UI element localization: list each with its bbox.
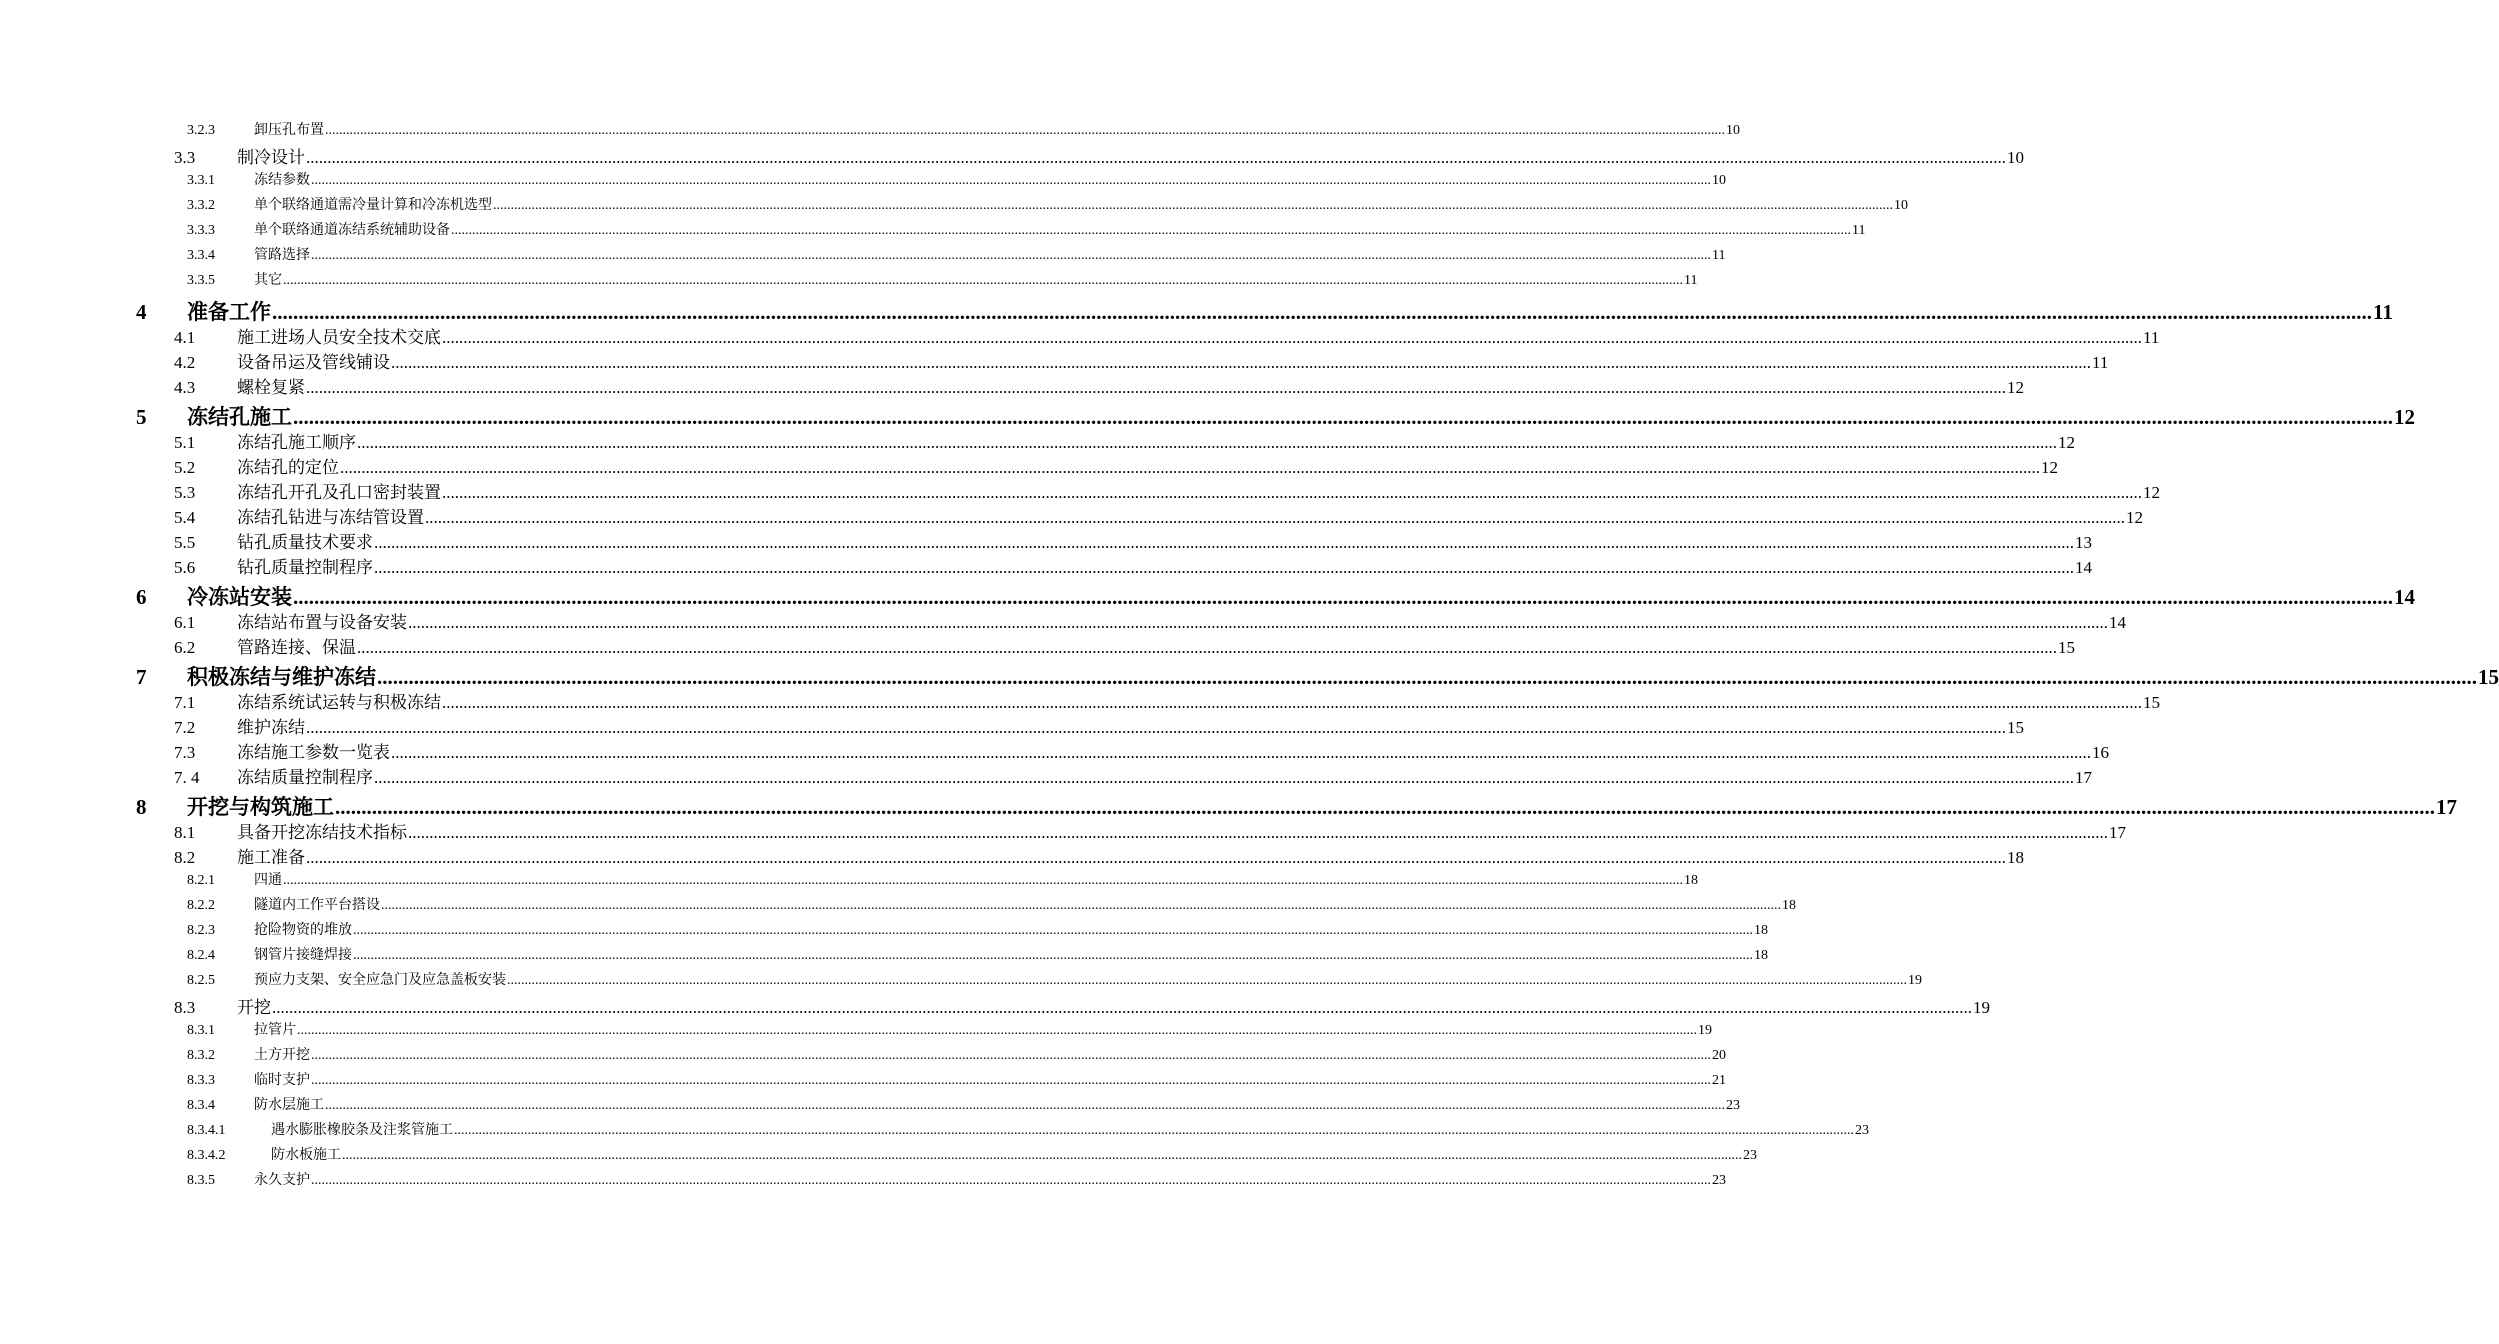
toc-entry-number: 3.3.5	[187, 273, 215, 288]
toc-entry-title: 冻结孔开孔及孔口密封装置	[237, 483, 441, 502]
toc-entry-page: 16	[2092, 743, 2109, 762]
toc-entry-page: 18	[1754, 948, 1768, 963]
dot-leader: ................................................................................................................................................................................................................................................................................................................................................................................................................	[272, 998, 1972, 1017]
dot-leader: ................................................................................................................................................................................................................................................................................................................................................................................................................	[335, 795, 2435, 819]
toc-entry[interactable]	[0, 848, 2024, 874]
toc-entry[interactable]	[0, 404, 2415, 434]
toc-entry[interactable]	[0, 584, 2415, 614]
dot-leader: ................................................................................................................................................................................................................................................................................................................................................................................................................	[311, 248, 1711, 263]
toc-entry[interactable]	[0, 458, 2058, 484]
toc-entry-number: 8.3.1	[187, 1023, 215, 1038]
toc-entry-title: 维护冻结	[237, 718, 305, 737]
dot-leader: ................................................................................................................................................................................................................................................................................................................................................................................................................	[325, 123, 1725, 138]
toc-entry-number: 8.3.4.1	[187, 1123, 226, 1138]
toc-entry-number: 8.3.5	[187, 1173, 215, 1188]
toc-entry[interactable]	[0, 198, 1908, 224]
toc-entry-page: 17	[2109, 823, 2126, 842]
toc-entry-title: 冻结孔钻进与冻结管设置	[237, 508, 424, 527]
toc-entry-number: 8.3	[174, 998, 196, 1017]
toc-entry-page: 17	[2436, 795, 2457, 819]
toc-entry-page: 11	[2373, 300, 2393, 324]
toc-entry-page: 10	[1712, 173, 1726, 188]
toc-entry[interactable]	[0, 273, 1698, 299]
toc-entry-title: 钢管片接缝焊接	[254, 948, 352, 963]
toc-entry-number: 8.1	[174, 823, 196, 842]
dot-leader: ................................................................................................................................................................................................................................................................................................................................................................................................................	[425, 508, 2125, 527]
toc-entry[interactable]	[0, 794, 2457, 824]
toc-entry-number: 4.1	[174, 328, 196, 347]
toc-entry-title: 其它	[254, 273, 282, 288]
toc-entry-page: 12	[2007, 378, 2024, 397]
dot-leader: ................................................................................................................................................................................................................................................................................................................................................................................................................	[272, 300, 2372, 324]
dot-leader: ................................................................................................................................................................................................................................................................................................................................................................................................................	[306, 718, 2006, 737]
toc-entry-page: 15	[2143, 693, 2160, 712]
toc-entry-title: 单个联络通道需冷量计算和冷冻机选型	[254, 198, 492, 213]
toc-entry-page: 21	[1712, 1073, 1726, 1088]
dot-leader: ................................................................................................................................................................................................................................................................................................................................................................................................................	[306, 378, 2006, 397]
toc-entry-title: 永久支护	[254, 1173, 310, 1188]
dot-leader: ................................................................................................................................................................................................................................................................................................................................................................................................................	[353, 948, 1753, 963]
toc-entry-title: 钻孔质量技术要求	[237, 533, 373, 552]
toc-entry[interactable]	[0, 1098, 1740, 1124]
toc-entry-title: 单个联络通道冻结系统辅助设备	[254, 223, 450, 238]
toc-entry-title: 冻结系统试运转与积极冻结	[237, 693, 441, 712]
table-of-contents	[0, 123, 2499, 1199]
toc-entry[interactable]	[0, 123, 1740, 149]
dot-leader: ................................................................................................................................................................................................................................................................................................................................................................................................................	[283, 873, 1683, 888]
dot-leader: ................................................................................................................................................................................................................................................................................................................................................................................................................	[442, 483, 2142, 502]
toc-entry-title: 冻结站布置与设备安装	[237, 613, 407, 632]
toc-entry[interactable]	[0, 1023, 1712, 1049]
toc-entry-title: 临时支护	[254, 1073, 310, 1088]
dot-leader: ................................................................................................................................................................................................................................................................................................................................................................................................................	[381, 898, 1781, 913]
toc-entry[interactable]	[0, 613, 2126, 639]
dot-leader: ................................................................................................................................................................................................................................................................................................................................................................................................................	[311, 173, 1711, 188]
dot-leader: ................................................................................................................................................................................................................................................................................................................................................................................................................	[353, 923, 1753, 938]
toc-entry[interactable]	[0, 718, 2024, 744]
dot-leader: ................................................................................................................................................................................................................................................................................................................................................................................................................	[374, 533, 2074, 552]
toc-entry[interactable]	[0, 768, 2092, 794]
toc-entry-number: 3.2.3	[187, 123, 215, 138]
toc-entry-title: 卸压孔布置	[254, 123, 324, 138]
toc-entry[interactable]	[0, 1173, 1726, 1199]
toc-entry-number: 6.1	[174, 613, 196, 632]
toc-entry[interactable]	[0, 248, 1726, 274]
toc-entry-title: 预应力支架、安全应急门及应急盖板安装	[254, 973, 506, 988]
toc-entry-page: 12	[2041, 458, 2058, 477]
toc-entry[interactable]	[0, 299, 2393, 329]
toc-entry-page: 15	[2058, 638, 2075, 657]
toc-entry[interactable]	[0, 693, 2160, 719]
dot-leader: ................................................................................................................................................................................................................................................................................................................................................................................................................	[293, 585, 2393, 609]
toc-entry-title: 螺栓复紧	[237, 378, 305, 397]
toc-entry-page: 11	[2092, 353, 2109, 372]
toc-entry-title: 冻结孔施工顺序	[237, 433, 356, 452]
toc-entry-number: 5.1	[174, 433, 196, 452]
toc-entry-title: 拉管片	[254, 1023, 296, 1038]
toc-entry-number: 8.3.4	[187, 1098, 215, 1113]
toc-entry-page: 10	[2007, 148, 2024, 167]
toc-entry[interactable]	[0, 558, 2092, 584]
dot-leader: ................................................................................................................................................................................................................................................................................................................................................................................................................	[325, 1098, 1725, 1113]
toc-entry-title: 冻结孔的定位	[237, 458, 339, 477]
toc-entry-title: 防水层施工	[254, 1098, 324, 1113]
toc-entry[interactable]	[0, 1148, 1757, 1174]
toc-entry-page: 11	[2143, 328, 2160, 347]
toc-entry-number: 5.4	[174, 508, 196, 527]
toc-entry-number: 8.2.2	[187, 898, 215, 913]
toc-entry-title: 设备吊运及管线铺设	[237, 353, 390, 372]
toc-entry-page: 23	[1855, 1123, 1869, 1138]
toc-entry-page: 23	[1743, 1148, 1757, 1163]
toc-entry-title: 具备开挖冻结技术指标	[237, 823, 407, 842]
toc-entry-title: 冻结孔施工	[187, 405, 292, 429]
toc-entry-title: 积极冻结与维护冻结	[187, 665, 376, 689]
toc-entry-title: 制冷设计	[237, 148, 305, 167]
toc-entry-title: 隧道内工作平台搭设	[254, 898, 380, 913]
toc-entry-title: 施工进场人员安全技术交底	[237, 328, 441, 347]
toc-entry-title: 施工准备	[237, 848, 305, 867]
toc-entry-title: 四通	[254, 873, 282, 888]
toc-entry-number: 5.5	[174, 533, 196, 552]
toc-entry-page: 14	[2109, 613, 2126, 632]
toc-entry-page: 14	[2075, 558, 2092, 577]
toc-entry-number: 8.3.4.2	[187, 1148, 226, 1163]
toc-entry[interactable]	[0, 378, 2024, 404]
dot-leader: ................................................................................................................................................................................................................................................................................................................................................................................................................	[306, 148, 2006, 167]
toc-entry-number: 8.3.3	[187, 1073, 215, 1088]
toc-entry-page: 12	[2126, 508, 2143, 527]
toc-entry-number: 5	[136, 405, 147, 429]
dot-leader: ................................................................................................................................................................................................................................................................................................................................................................................................................	[374, 558, 2074, 577]
toc-entry-page: 18	[2007, 848, 2024, 867]
dot-leader: ................................................................................................................................................................................................................................................................................................................................................................................................................	[391, 743, 2091, 762]
toc-entry-number: 7.3	[174, 743, 196, 762]
toc-entry[interactable]	[0, 148, 2024, 174]
toc-entry-number: 8	[136, 795, 147, 819]
toc-entry-page: 15	[2478, 665, 2499, 689]
toc-entry[interactable]	[0, 998, 1990, 1024]
toc-entry-title: 冷冻站安装	[187, 585, 292, 609]
toc-entry[interactable]	[0, 173, 1726, 199]
toc-entry-page: 14	[2394, 585, 2415, 609]
toc-entry-number: 3.3.3	[187, 223, 215, 238]
toc-entry-number: 5.3	[174, 483, 196, 502]
dot-leader: ................................................................................................................................................................................................................................................................................................................................................................................................................	[342, 1148, 1742, 1163]
dot-leader: ................................................................................................................................................................................................................................................................................................................................................................................................................	[340, 458, 2040, 477]
toc-entry[interactable]	[0, 1123, 1869, 1149]
dot-leader: ................................................................................................................................................................................................................................................................................................................................................................................................................	[507, 973, 1907, 988]
toc-entry-number: 4	[136, 300, 147, 324]
toc-entry-title: 管路连接、保温	[237, 638, 356, 657]
toc-entry-number: 8.2.3	[187, 923, 215, 938]
toc-entry[interactable]	[0, 223, 1866, 249]
toc-entry[interactable]	[0, 923, 1768, 949]
toc-entry-page: 18	[1684, 873, 1698, 888]
toc-entry-page: 12	[2394, 405, 2415, 429]
dot-leader: ................................................................................................................................................................................................................................................................................................................................................................................................................	[357, 433, 2057, 452]
toc-entry-page: 12	[2058, 433, 2075, 452]
toc-entry-page: 13	[2075, 533, 2092, 552]
dot-leader: ................................................................................................................................................................................................................................................................................................................................................................................................................	[493, 198, 1893, 213]
toc-entry-number: 8.3.2	[187, 1048, 215, 1063]
dot-leader: ................................................................................................................................................................................................................................................................................................................................................................................................................	[408, 613, 2108, 632]
dot-leader: ................................................................................................................................................................................................................................................................................................................................................................................................................	[454, 1123, 1854, 1138]
toc-entry[interactable]	[0, 973, 1922, 999]
toc-entry-page: 18	[1754, 923, 1768, 938]
toc-entry-title: 冻结参数	[254, 173, 310, 188]
toc-entry-number: 5.2	[174, 458, 196, 477]
toc-entry[interactable]	[0, 533, 2092, 559]
toc-entry-number: 6.2	[174, 638, 196, 657]
toc-entry-number: 8.2.4	[187, 948, 215, 963]
toc-entry-number: 8.2	[174, 848, 196, 867]
toc-entry-number: 3.3.1	[187, 173, 215, 188]
toc-entry[interactable]	[0, 1073, 1726, 1099]
toc-entry-page: 17	[2075, 768, 2092, 787]
dot-leader: ................................................................................................................................................................................................................................................................................................................................................................................................................	[311, 1073, 1711, 1088]
toc-entry[interactable]	[0, 1048, 1726, 1074]
toc-entry-number: 4.2	[174, 353, 196, 372]
toc-entry-title: 开挖与构筑施工	[187, 795, 334, 819]
toc-entry-number: 3.3	[174, 148, 196, 167]
dot-leader: ................................................................................................................................................................................................................................................................................................................................................................................................................	[357, 638, 2057, 657]
toc-entry[interactable]	[0, 353, 2109, 379]
toc-entry-page: 20	[1712, 1048, 1726, 1063]
dot-leader: ................................................................................................................................................................................................................................................................................................................................................................................................................	[377, 665, 2477, 689]
dot-leader: ................................................................................................................................................................................................................................................................................................................................................................................................................	[306, 848, 2006, 867]
toc-entry[interactable]	[0, 508, 2143, 534]
toc-entry-title: 防水板施工	[271, 1148, 341, 1163]
dot-leader: ................................................................................................................................................................................................................................................................................................................................................................................................................	[297, 1023, 1697, 1038]
toc-entry-number: 7.2	[174, 718, 196, 737]
toc-entry-title: 冻结施工参数一览表	[237, 743, 390, 762]
toc-entry-number: 8.2.5	[187, 973, 215, 988]
dot-leader: ................................................................................................................................................................................................................................................................................................................................................................................................................	[293, 405, 2393, 429]
toc-entry-page: 15	[2007, 718, 2024, 737]
toc-entry-page: 19	[1973, 998, 1990, 1017]
toc-entry-page: 23	[1712, 1173, 1726, 1188]
toc-entry[interactable]	[0, 664, 2499, 694]
toc-entry-number: 3.3.2	[187, 198, 215, 213]
toc-entry-page: 23	[1726, 1098, 1740, 1113]
toc-entry-title: 钻孔质量控制程序	[237, 558, 373, 577]
toc-entry-title: 冻结质量控制程序	[237, 768, 373, 787]
toc-entry-number: 7	[136, 665, 147, 689]
toc-entry-page: 18	[1782, 898, 1796, 913]
toc-entry-page: 11	[1684, 273, 1698, 288]
toc-entry-title: 遇水膨胀橡胶条及注浆管施工	[271, 1123, 453, 1138]
toc-entry[interactable]	[0, 823, 2126, 849]
toc-entry[interactable]	[0, 898, 1796, 924]
toc-entry-number: 5.6	[174, 558, 196, 577]
toc-entry[interactable]	[0, 433, 2075, 459]
toc-entry-number: 4.3	[174, 378, 196, 397]
toc-entry-title: 开挖	[237, 998, 271, 1017]
dot-leader: ................................................................................................................................................................................................................................................................................................................................................................................................................	[408, 823, 2108, 842]
dot-leader: ................................................................................................................................................................................................................................................................................................................................................................................................................	[311, 1173, 1711, 1188]
toc-entry-page: 19	[1698, 1023, 1712, 1038]
toc-entry-number: 3.3.4	[187, 248, 215, 263]
toc-entry[interactable]	[0, 948, 1768, 974]
dot-leader: ................................................................................................................................................................................................................................................................................................................................................................................................................	[391, 353, 2091, 372]
toc-entry[interactable]	[0, 743, 2109, 769]
dot-leader: ................................................................................................................................................................................................................................................................................................................................................................................................................	[442, 693, 2142, 712]
toc-entry[interactable]	[0, 873, 1698, 899]
toc-entry[interactable]	[0, 638, 2075, 664]
toc-entry-page: 11	[1852, 223, 1866, 238]
toc-entry-page: 12	[2143, 483, 2160, 502]
toc-entry-title: 土方开挖	[254, 1048, 310, 1063]
toc-entry-title: 管路选择	[254, 248, 310, 263]
dot-leader: ................................................................................................................................................................................................................................................................................................................................................................................................................	[311, 1048, 1711, 1063]
toc-entry-number: 6	[136, 585, 147, 609]
toc-entry[interactable]	[0, 328, 2160, 354]
toc-entry[interactable]	[0, 483, 2160, 509]
dot-leader: ................................................................................................................................................................................................................................................................................................................................................................................................................	[442, 328, 2142, 347]
toc-entry-page: 10	[1726, 123, 1740, 138]
toc-entry-number: 7. 4	[174, 768, 200, 787]
dot-leader: ................................................................................................................................................................................................................................................................................................................................................................................................................	[451, 223, 1851, 238]
toc-entry-page: 19	[1908, 973, 1922, 988]
toc-entry-number: 8.2.1	[187, 873, 215, 888]
toc-entry-page: 11	[1712, 248, 1726, 263]
dot-leader: ................................................................................................................................................................................................................................................................................................................................................................................................................	[283, 273, 1683, 288]
dot-leader: ................................................................................................................................................................................................................................................................................................................................................................................................................	[374, 768, 2074, 787]
toc-entry-title: 准备工作	[187, 300, 271, 324]
toc-entry-number: 7.1	[174, 693, 196, 712]
toc-entry-title: 抢险物资的堆放	[254, 923, 352, 938]
toc-entry-page: 10	[1894, 198, 1908, 213]
